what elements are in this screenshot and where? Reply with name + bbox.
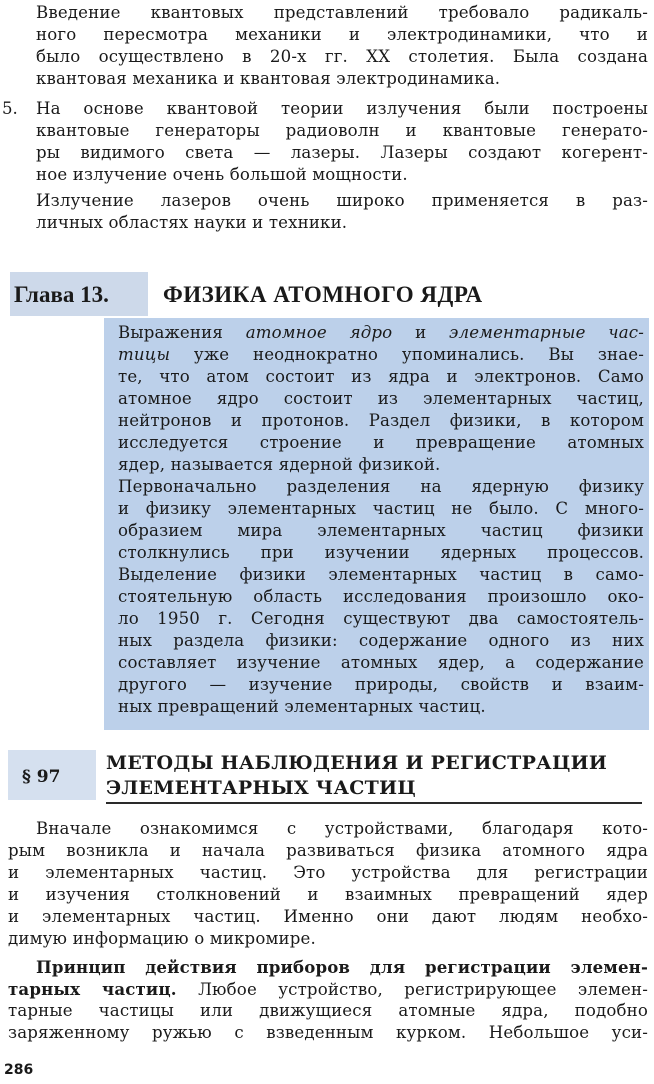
intro-line: тицы уже неоднократно упоминались. Вы знае- xyxy=(118,345,644,364)
body-line: димую информацию о микромире. xyxy=(8,929,316,948)
text-line: Излучение лазеров очень широко применяется в раз- xyxy=(36,191,648,210)
intro-line: столкнулись при изучении ядерных процессов. xyxy=(118,543,644,562)
intro-line: ных превращений элементарных частиц. xyxy=(118,697,486,716)
text-line: квантовые генераторы радиоволн и квантовые генерато- xyxy=(36,121,648,140)
text-line: ры видимого света — лазеры. Лазеры создают когерент- xyxy=(36,143,648,162)
intro-line: ных раздела физики: содержание одного из них xyxy=(118,631,644,650)
section-title-line: ЭЛЕМЕНТАРНЫХ ЧАСТИЦ xyxy=(106,777,416,799)
body-line: и элементарных частиц. Именно они дают людям необхо- xyxy=(8,907,648,926)
text-line: ного пересмотра механики и электродинамики, что и xyxy=(36,25,648,44)
intro-line: атомное ядро состоит из элементарных частиц, xyxy=(118,389,644,408)
intro-line: исследуется строение и превращение атомных xyxy=(118,433,644,452)
section-number: § 97 xyxy=(22,767,61,787)
intro-line: Выделение физики элементарных частиц в само- xyxy=(118,565,644,584)
intro-line: другого — изучение природы, свойств и взаим- xyxy=(118,675,644,694)
section-title-underline xyxy=(106,802,642,804)
list-number: 5. xyxy=(2,99,18,118)
body-line: Вначале ознакомимся с устройствами, благодаря кото- xyxy=(36,819,648,838)
intro-line: нейтронов и протонов. Раздел физики, в котором xyxy=(118,411,644,430)
body-line-bold: Принцип действия приборов для регистрации элемен- xyxy=(36,957,648,977)
body-line: и изучения столкновений и взаимных превращений ядер xyxy=(8,885,648,904)
text-line: ное излучение очень большой мощности. xyxy=(36,165,408,184)
text-line: было осуществлено в 20-х гг. XX столетия. Была создана xyxy=(36,47,648,66)
body-line: рым возникла и начала развиваться физика атомного ядра xyxy=(8,841,648,860)
intro-line: Выражения атомное ядро и элементарные час- xyxy=(118,323,644,342)
section-title-line: МЕТОДЫ НАБЛЮДЕНИЯ И РЕГИСТРАЦИИ xyxy=(106,752,608,774)
intro-line: Первоначально разделения на ядерную физику xyxy=(118,477,644,496)
chapter-title: ФИЗИКА АТОМНОГО ЯДРА xyxy=(163,282,483,307)
intro-line: стоятельную область исследования произошло око- xyxy=(118,587,644,606)
body-line: и элементарных частиц. Это устройства для регистрации xyxy=(8,863,648,882)
chapter-label: Глава 13. xyxy=(14,282,109,307)
intro-line: ядер, называется ядерной физикой. xyxy=(118,455,441,474)
text-line: Введение квантовых представлений требовало радикаль- xyxy=(36,3,648,22)
text-line: На основе квантовой теории излучения были построены xyxy=(36,99,648,118)
intro-line: и физику элементарных частиц не было. С много- xyxy=(118,499,644,518)
intro-line: образием мира элементарных частиц физики xyxy=(118,521,644,540)
intro-line: те, что атом состоит из ядра и электронов. Само xyxy=(118,367,644,386)
body-line: тарных частиц. Любое устройство, регистрирующее элемен- xyxy=(8,979,648,999)
intro-line: ло 1950 г. Сегодня существуют два самостоятель- xyxy=(118,609,644,628)
text-line: личных областях науки и техники. xyxy=(36,213,348,232)
intro-line: составляет изучение атомных ядер, а содержание xyxy=(118,653,644,672)
text-line: квантовая механика и квантовая электродинамика. xyxy=(36,69,501,88)
body-line: заряженному ружью с взведенным курком. Небольшое уси- xyxy=(8,1023,648,1042)
page-number: 286 xyxy=(4,1062,34,1078)
body-line: тарные частицы или движущиеся атомные ядра, подобно xyxy=(8,1001,648,1020)
